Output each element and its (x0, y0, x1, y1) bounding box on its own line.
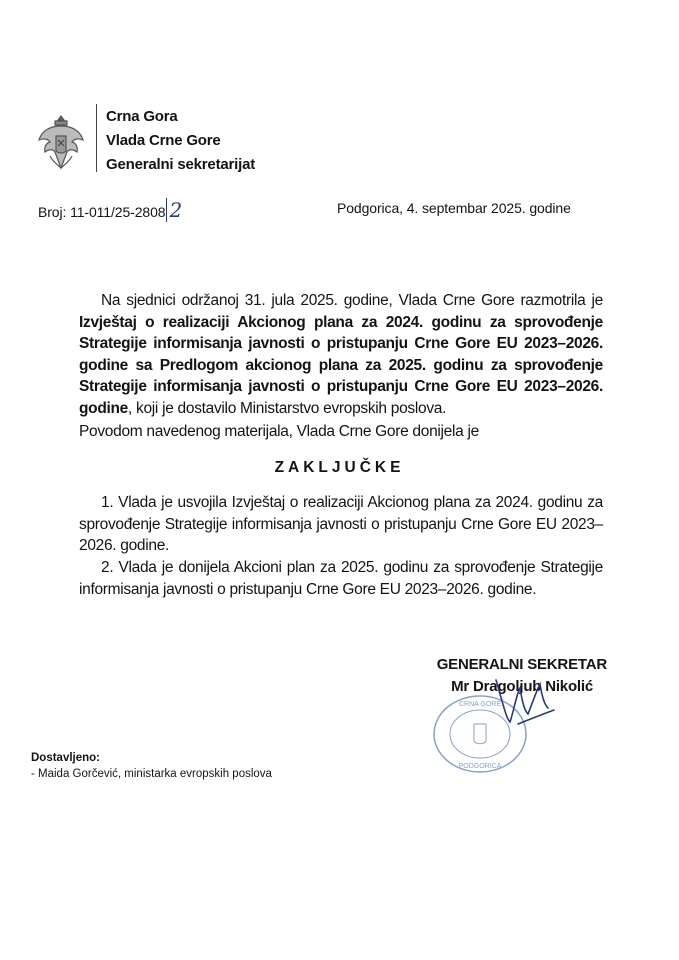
document-number-text: Broj: 11-011/25-2808 (38, 204, 166, 220)
handwritten-signature (488, 670, 558, 730)
intro-bold-title: Izvještaj o realizaciji Akcionog plana za 2024. godinu za sprovođenje Strategije informisanja javnosti o pristupanju Crne Gore EU 2023–2026. godine sa Predlogom akcionog plana za 2025. godinu za sprovođenje Strategije informisanja javnosti o pristupanju Crne Gore EU 2023–2026. godine (79, 313, 603, 417)
handwritten-number: 2 (166, 198, 182, 222)
header-divider (96, 104, 97, 172)
conclusion-1-text: 1. Vlada je usvojila Izvještaj o realizaciji Akcionog plana za 2024. godinu za sprovođenje Strategije informisanja javnosti o pristupanju Crne Gore EU 2023–2026. godine. (79, 494, 603, 554)
document-number (38, 198, 182, 222)
header-country: Crna Gora (106, 108, 178, 125)
signature-name: Mr Dragoljub Nikolić (451, 678, 593, 695)
stamp-text: CRNA GORE (458, 701, 502, 708)
intro-paragraph-2: Povodom navedenog materijala, Vlada Crne Gore donijela je (79, 423, 479, 440)
intro-text-start: Na sjednici održanoj 31. jula 2025. godine, Vlada Crne Gore razmotrila je (101, 292, 603, 309)
footer-recipient: - Maida Gorčević, ministarka evropskih poslova (31, 768, 272, 780)
stamp-city: PODGORICA (458, 763, 502, 770)
conclusion-1 (79, 492, 603, 557)
conclusion-2 (79, 557, 603, 600)
header-office: Generalni sekretarijat (106, 156, 256, 173)
signature-role: GENERALNI SEKRETAR (436, 656, 607, 673)
header-government: Vlada Crne Gore (106, 132, 221, 149)
conclusion-2-text: 2. Vlada je donijela Akcioni plan za 2025. godinu za sprovođenje Strategije informisanja javnosti o pristupanju Crne Gore EU 2023–2026. godine. (79, 559, 603, 598)
decision-title: ZAKLJUČKE (274, 459, 405, 476)
footer-label: Dostavljeno: (31, 752, 101, 764)
place-date: Podgorica, 4. septembar 2025. godine (337, 200, 571, 216)
coat-of-arms-icon (36, 112, 86, 172)
intro-paragraph (79, 290, 603, 419)
intro-text-end: , koji je dostavilo Ministarstvo evropskih poslova. (128, 399, 447, 417)
